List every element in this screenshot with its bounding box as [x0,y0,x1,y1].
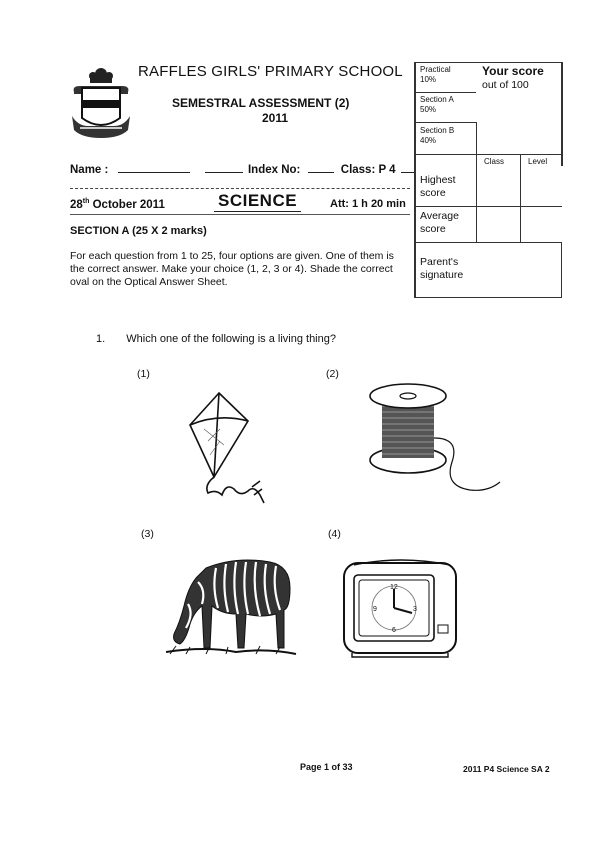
subject-title: SCIENCE [214,191,301,212]
class-blank [401,162,415,173]
question-1 [96,333,336,345]
zebra-icon [166,548,306,663]
option-1-label: (1) [137,368,150,380]
kite-icon [164,385,284,510]
school-crest-logo [70,64,132,142]
student-info-line [70,162,415,176]
index-blank [308,162,334,173]
average-score-label: Average score [420,210,459,235]
sectionB-pct: 40% [420,136,437,145]
highest-score-label: Highest score [420,174,456,199]
name-label: Name : [70,164,109,176]
option-3-label: (3) [141,528,154,540]
practical-label: Practical [420,65,451,74]
date-suffix: th [82,198,90,205]
section-title: SECTION A (25 X 2 marks) [70,225,207,237]
question-number: 1. [96,333,106,345]
svg-text:9: 9 [373,606,377,613]
svg-text:3: 3 [413,606,417,613]
exam-date [70,198,165,211]
thread-spool-icon [360,378,510,503]
date-day: 28 [70,198,83,211]
divider-2 [70,214,410,215]
section-instructions: For each question from 1 to 25, four options are given. One of them is the correct answer. Make your choice (1, 2, 3 or 4). Shade the correct oval on the Optical Answer Sheet. [70,250,394,288]
parent-signature-label: Parent's signature [420,256,464,281]
question-text: Which one of the following is a living thing? [126,333,336,345]
date-rest: October 2011 [89,198,165,211]
your-score-label: Your score [482,64,544,78]
svg-text:12: 12 [390,584,398,591]
assessment-title: SEMESTRAL ASSESSMENT (2) [172,96,350,110]
svg-text:6: 6 [392,627,396,634]
option-4-label: (4) [328,528,341,540]
class-col-label: Class [484,157,505,166]
index-label: Index No: [247,164,301,176]
sectionA-label: Section A [420,95,454,104]
assessment-year: 2011 [262,111,289,125]
name-blank [118,162,190,173]
out-of-label: out of 100 [482,79,529,91]
clock-icon [340,555,468,659]
option-2-label: (2) [326,368,339,380]
level-col-label: Level [528,157,548,166]
practical-pct: 10% [420,75,437,84]
sectionA-pct: 50% [420,105,437,114]
exam-duration: Att: 1 h 20 min [330,198,406,210]
school-name: RAFFLES GIRLS' PRIMARY SCHOOL [138,63,403,80]
name-blank-2 [205,162,243,173]
sectionB-label: Section B [420,126,455,135]
score-table [414,62,562,298]
page-number: Page 1 of 33 [300,762,353,772]
divider [70,188,410,189]
paper-code: 2011 P4 Science SA 2 [463,764,550,774]
class-label: Class: P 4 [340,164,396,176]
